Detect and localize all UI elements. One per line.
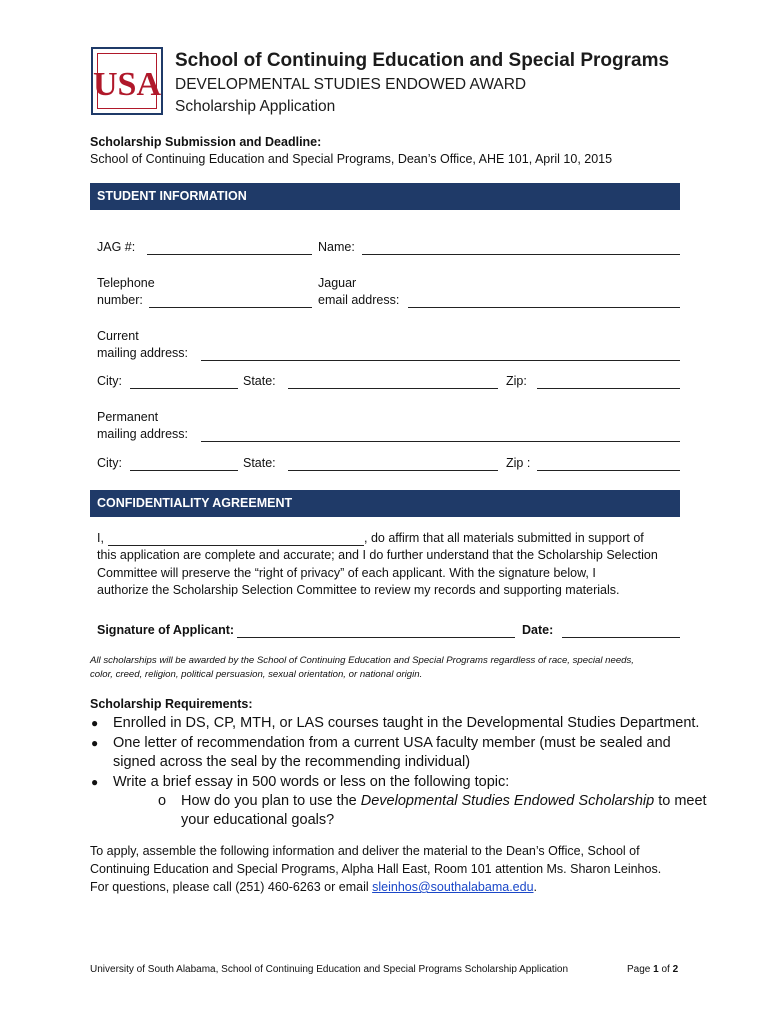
current-address-label-line2: mailing address:	[97, 346, 189, 360]
application-subtitle: Scholarship Application	[175, 98, 336, 115]
state-label-permanent: State:	[243, 456, 276, 470]
current-address-field[interactable]	[201, 360, 680, 361]
current-address-label-line1: Current	[97, 329, 139, 343]
zip-label-permanent: Zip :	[506, 456, 531, 470]
apply-line1: To apply, assemble the following information and deliver the material to the Dean’s Office, School of	[90, 844, 640, 858]
page-word: Page	[627, 964, 654, 975]
bullet-icon: ●	[91, 775, 99, 789]
requirements-heading: Scholarship Requirements:	[90, 697, 253, 711]
jag-label: JAG #:	[97, 240, 136, 254]
usa-logo	[91, 47, 163, 115]
page-total: 2	[672, 964, 679, 975]
state-field-permanent[interactable]	[288, 470, 498, 471]
affirm-line4: authorize the Scholarship Selection Committee to review my records and supporting materials.	[97, 583, 620, 597]
requirement-1: Enrolled in DS, CP, MTH, or LAS courses taught in the Developmental Studies Department.	[113, 715, 700, 731]
telephone-label-line1: Telephone	[97, 276, 155, 290]
affirm-name-field[interactable]	[108, 545, 364, 546]
nondiscrimination-note-line2: color, creed, religion, political persuasion, sexual orientation, or national origin.	[90, 669, 423, 680]
requirement-3-subitem	[181, 792, 707, 811]
logo-text: USA	[93, 66, 161, 103]
requirement-2-line1: One letter of recommendation from a current USA faculty member (must be sealed and	[113, 735, 671, 751]
page-current: 1	[653, 964, 659, 975]
subitem-scholarship-name: Developmental Studies Endowed Scholarship	[360, 793, 655, 809]
zip-label: Zip:	[506, 374, 527, 388]
deadline-heading: Scholarship Submission and Deadline:	[90, 135, 322, 149]
subitem-post: to meet	[654, 793, 707, 809]
zip-field[interactable]	[537, 388, 680, 389]
email-link[interactable]: sleinhos@southalabama.edu	[372, 880, 534, 894]
apply-line3	[90, 879, 537, 897]
date-field[interactable]	[562, 637, 680, 638]
affirm-i-label: I,	[97, 531, 104, 545]
confidentiality-agreement-header: CONFIDENTIALITY AGREEMENT	[90, 490, 680, 517]
permanent-address-label-line2: mailing address:	[97, 427, 189, 441]
student-information-header: STUDENT INFORMATION	[90, 183, 680, 210]
apply-line2: Continuing Education and Special Programs, Alpha Hall East, Room 101 attention Ms. Sharon Leinhos.	[90, 862, 662, 876]
date-label: Date:	[522, 623, 554, 637]
page-number	[627, 964, 678, 975]
requirement-3: Write a brief essay in 500 words or less on the following topic:	[113, 774, 510, 790]
requirement-2-line2: signed across the seal by the recommending individual)	[113, 754, 471, 770]
name-field[interactable]	[362, 254, 680, 255]
permanent-address-field[interactable]	[201, 441, 680, 442]
signature-label: Signature of Applicant:	[97, 623, 235, 637]
subitem-pre: How do you plan to use the	[181, 793, 361, 809]
city-label-permanent: City:	[97, 456, 122, 470]
bullet-icon: ●	[91, 716, 99, 730]
bullet-icon: ●	[91, 736, 99, 750]
deadline-text: School of Continuing Education and Special Programs, Dean’s Office, AHE 101, April 10, 2015	[90, 152, 613, 166]
affirm-line3: Committee will preserve the “right of privacy” of each applicant. With the signature below, I	[97, 566, 596, 580]
nondiscrimination-note-line1: All scholarships will be awarded by the School of Continuing Education and Special Programs regardless of race, special needs,	[90, 655, 634, 666]
telephone-field[interactable]	[149, 307, 312, 308]
apply-line3-period: .	[533, 880, 538, 894]
name-label: Name:	[318, 240, 355, 254]
city-label: City:	[97, 374, 122, 388]
footer-text: University of South Alabama, School of Continuing Education and Special Programs Scholarship Application	[90, 964, 569, 975]
jag-field[interactable]	[147, 254, 312, 255]
apply-line3-text: For questions, please call (251) 460-6263 or email	[90, 880, 373, 894]
of-word: of	[658, 964, 673, 975]
city-field[interactable]	[130, 388, 238, 389]
jaguar-email-field[interactable]	[408, 307, 680, 308]
usa-logo-mark	[93, 49, 161, 113]
city-field-permanent[interactable]	[130, 470, 238, 471]
affirm-line2: this application are complete and accurate; and I do further understand that the Scholarship Selection	[97, 548, 658, 562]
signature-field[interactable]	[237, 637, 515, 638]
award-title: DEVELOPMENTAL STUDIES ENDOWED AWARD	[175, 76, 527, 93]
telephone-label-line2: number:	[97, 293, 143, 307]
permanent-address-label-line1: Permanent	[97, 410, 159, 424]
sub-bullet-icon: o	[158, 793, 167, 809]
zip-field-permanent[interactable]	[537, 470, 680, 471]
jaguar-email-label-line2: email address:	[318, 293, 400, 307]
requirement-3-subitem-line2: your educational goals?	[181, 812, 335, 828]
page-title: School of Continuing Education and Special Programs	[175, 50, 670, 71]
state-field[interactable]	[288, 388, 498, 389]
state-label: State:	[243, 374, 276, 388]
jaguar-email-label-line1: Jaguar	[318, 276, 357, 290]
affirm-line1: , do affirm that all materials submitted in support of	[364, 531, 644, 545]
